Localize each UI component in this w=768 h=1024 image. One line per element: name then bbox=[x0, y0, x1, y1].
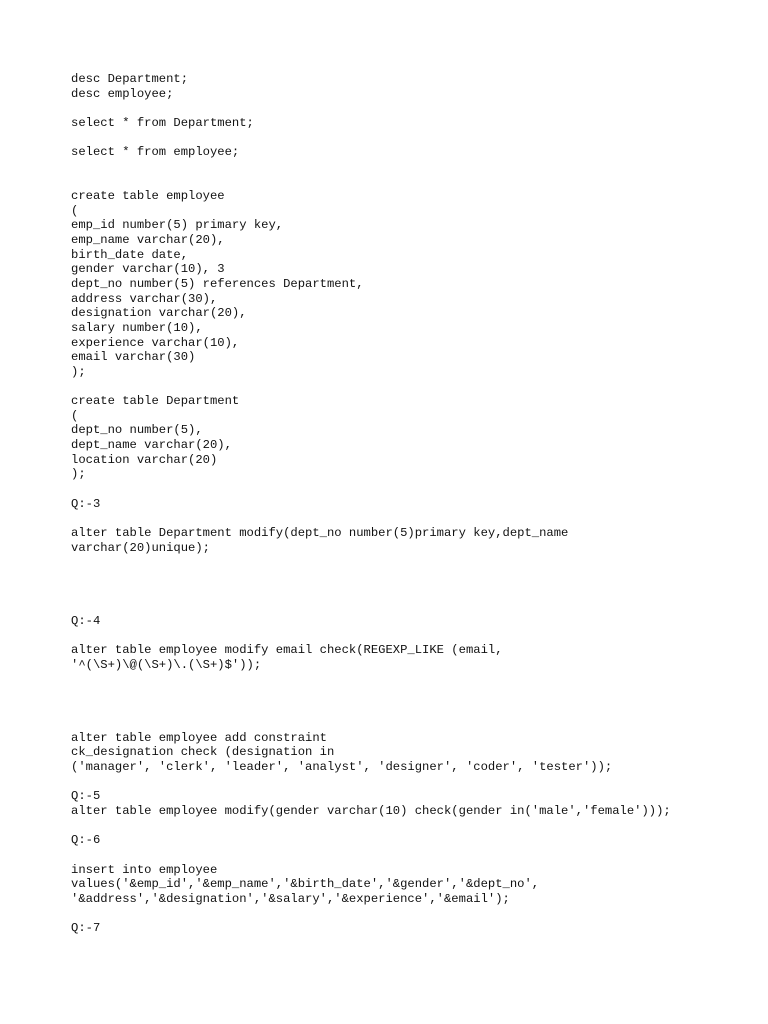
document-line: dept_no number(5) references Department, bbox=[71, 276, 364, 291]
document-line: select * from Department; bbox=[71, 115, 254, 130]
document-line: experience varchar(10), bbox=[71, 335, 240, 350]
document-line: Q:-3 bbox=[71, 496, 101, 511]
document-line: location varchar(20) bbox=[71, 452, 218, 467]
document-line: ); bbox=[71, 467, 86, 482]
document-line bbox=[71, 511, 751, 526]
document-line bbox=[71, 570, 751, 585]
document-line bbox=[71, 672, 751, 687]
document-line bbox=[71, 584, 751, 599]
document-line bbox=[71, 160, 751, 175]
document-line bbox=[71, 379, 751, 394]
document-line: designation varchar(20), bbox=[71, 306, 247, 321]
document-line bbox=[71, 775, 751, 790]
sql-document-body bbox=[71, 72, 751, 936]
document-line bbox=[71, 716, 751, 731]
document-line: desc employee; bbox=[71, 86, 174, 101]
document-line: Q:-5 bbox=[71, 789, 101, 804]
document-line: ( bbox=[71, 203, 79, 218]
document-line: alter table employee modify email check(REGEXP_LIKE (email, bbox=[71, 642, 503, 657]
document-line bbox=[71, 907, 751, 922]
document-line: varchar(20)unique); bbox=[71, 540, 210, 555]
document-line: dept_no number(5), bbox=[71, 423, 203, 438]
document-line bbox=[71, 101, 751, 116]
document-line: birth_date date, bbox=[71, 247, 189, 262]
document-line: '&address','&designation','&salary','&experience','&email'); bbox=[71, 891, 510, 906]
document-line: create table Department bbox=[71, 394, 240, 409]
document-line: Q:-6 bbox=[71, 833, 101, 848]
document-line: create table employee bbox=[71, 189, 225, 204]
document-line bbox=[71, 687, 751, 702]
document-line: gender varchar(10), 3 bbox=[71, 262, 225, 277]
document-line: Q:-7 bbox=[71, 921, 101, 936]
document-line: salary number(10), bbox=[71, 320, 203, 335]
document-line: dept_name varchar(20), bbox=[71, 438, 232, 453]
document-line: email varchar(30) bbox=[71, 350, 196, 365]
document-line bbox=[71, 131, 751, 146]
document-line bbox=[71, 174, 751, 189]
document-line bbox=[71, 599, 751, 614]
document-line: emp_name varchar(20), bbox=[71, 233, 225, 248]
document-line bbox=[71, 848, 751, 863]
document-line bbox=[71, 482, 751, 497]
document-line: ); bbox=[71, 364, 86, 379]
document-line bbox=[71, 555, 751, 570]
document-line: ('manager', 'clerk', 'leader', 'analyst', 'designer', 'coder', 'tester')); bbox=[71, 760, 613, 775]
document-line: Q:-4 bbox=[71, 613, 101, 628]
document-line: alter table Department modify(dept_no number(5)primary key,dept_name bbox=[71, 525, 569, 540]
document-line: address varchar(30), bbox=[71, 291, 218, 306]
document-line bbox=[71, 628, 751, 643]
document-line: desc Department; bbox=[71, 72, 189, 86]
document-line bbox=[71, 702, 751, 717]
document-line: alter table employee add constraint bbox=[71, 730, 327, 745]
document-line: select * from employee; bbox=[71, 145, 240, 160]
document-line: emp_id number(5) primary key, bbox=[71, 218, 284, 233]
document-line: alter table employee modify(gender varchar(10) check(gender in('male','female'))); bbox=[71, 804, 671, 819]
document-line: values('&emp_id','&emp_name','&birth_date','&gender','&dept_no', bbox=[71, 877, 540, 892]
document-line bbox=[71, 819, 751, 834]
document-line: insert into employee bbox=[71, 862, 218, 877]
document-line: ck_designation check (designation in bbox=[71, 745, 335, 760]
document-line: ( bbox=[71, 408, 79, 423]
document-line: '^(\S+)\@(\S+)\.(\S+)$')); bbox=[71, 657, 262, 672]
